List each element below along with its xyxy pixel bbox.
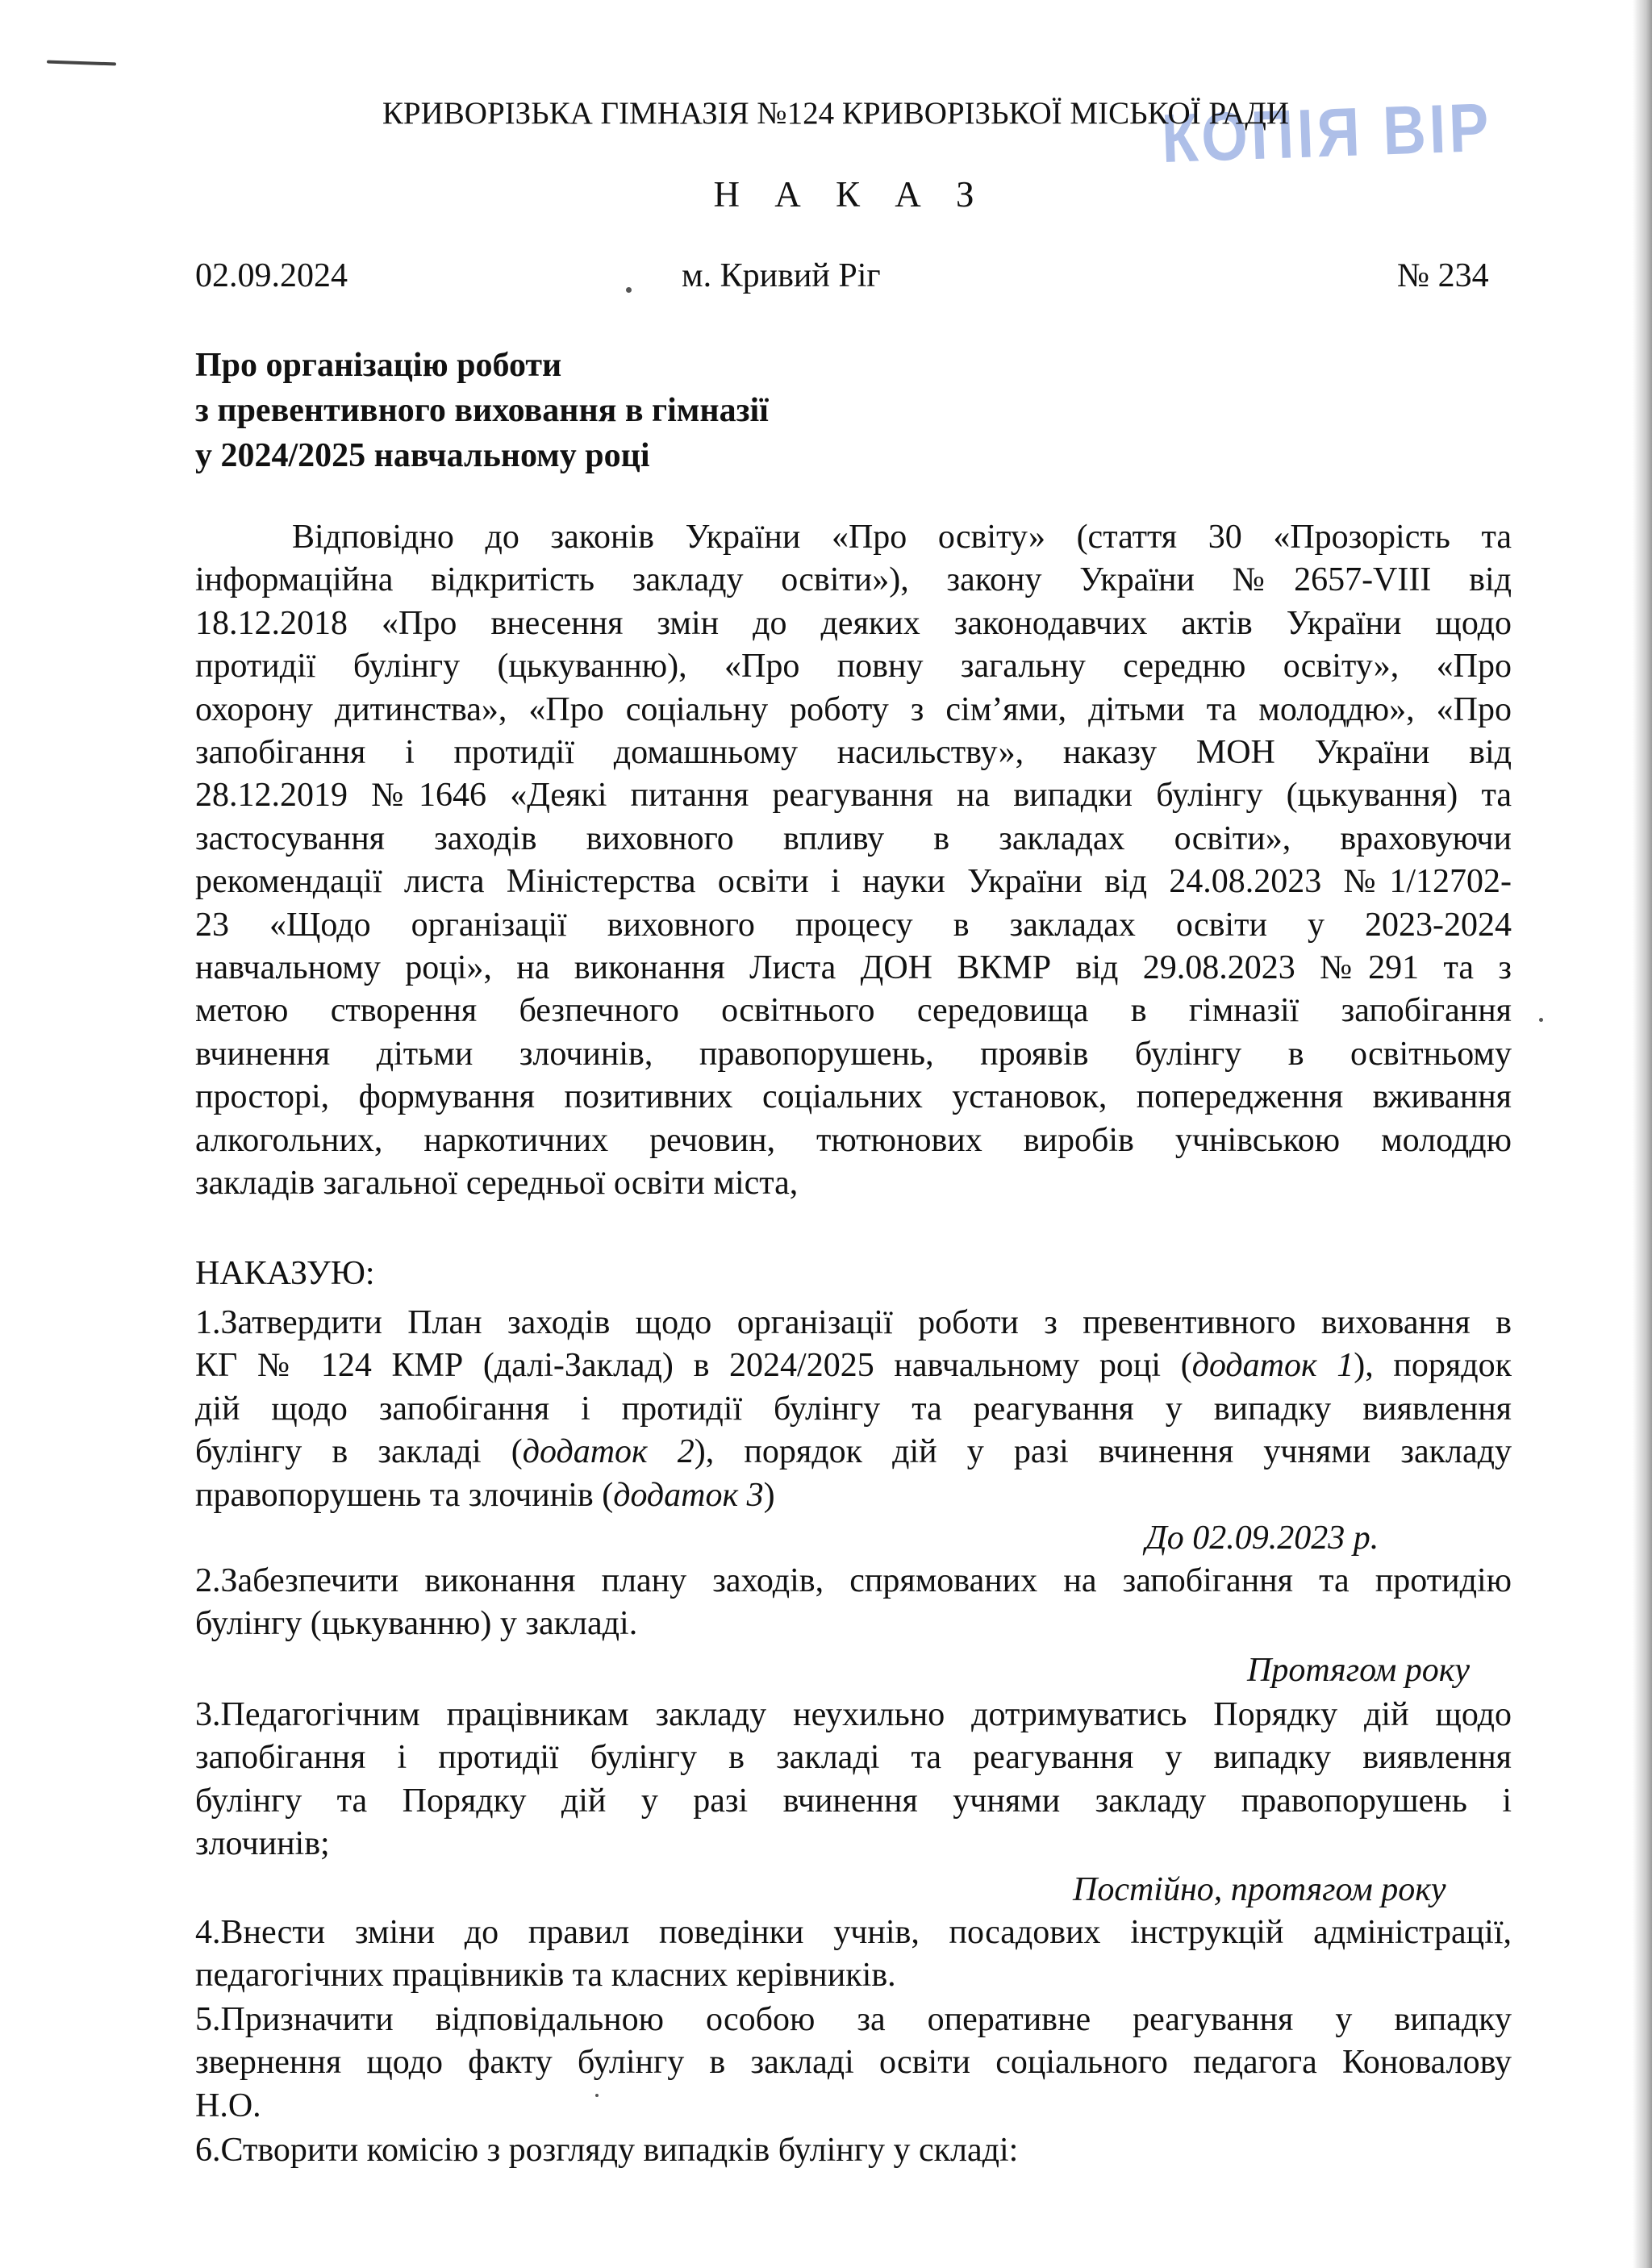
- preamble-line: рекомендації листа Міністерства освіти і науки України від 24.08.2023 №1/12702-: [195, 863, 1512, 901]
- order-item-2: [195, 1560, 1512, 1646]
- order-item-5: [195, 1999, 1512, 2128]
- item-line: звернення щодо факту булінгу в закладі освіти соціального педагога Коновалову: [195, 2044, 1512, 2082]
- scan-mark: [47, 60, 116, 66]
- order-subject: [195, 343, 769, 478]
- appendix-ref: додаток 2: [522, 1433, 695, 1471]
- item-line: педагогічних працівників та класних керівників.: [195, 1957, 896, 1995]
- item-line: злочинів;: [195, 1825, 330, 1863]
- institution-name: КРИВОРІЗЬКА ГІМНАЗІЯ №124 КРИВОРІЗЬКОЇ МІСЬКОЇ РАДИ: [382, 96, 1290, 131]
- order-date: 02.09.2024: [195, 257, 348, 294]
- item-line: 1.Затвердити План заходів щодо організації роботи з превентивного виховання в: [195, 1304, 1512, 1341]
- subject-line: у 2024/2025 навчальному році: [195, 437, 650, 474]
- scan-edge-shadow: [1633, 0, 1652, 2268]
- item-line: булінгу в закладі (додаток 2), порядок дій у разі вчинення учнями закладу: [195, 1433, 1512, 1471]
- item-line: булінгу та Порядку дій у разі вчинення учнями закладу правопорушень і: [195, 1782, 1512, 1820]
- preamble-line: просторі, формування позитивних соціальних установок, попередження вживання: [195, 1078, 1512, 1116]
- item-3-term: Постійно, протягом року: [1073, 1871, 1446, 1908]
- document-title: Н А К А З: [713, 174, 987, 215]
- order-number: № 234: [1397, 257, 1489, 294]
- subject-line: Про організацію роботи: [195, 347, 562, 384]
- item-1-term: До 02.09.2023 р.: [1145, 1520, 1379, 1557]
- item-line: Н.О.: [195, 2087, 261, 2124]
- appendix-ref: додаток 3: [613, 1476, 764, 1514]
- item-line: КГ № 124 КМР (далі-Заклад) в 2024/2025 навчальному році (додаток 1), порядок: [195, 1347, 1512, 1385]
- preamble-line: застосування заходів виховного впливу в закладах освіти», враховуючи: [195, 819, 1512, 857]
- preamble-line: 28.12.2019 №1646 «Деякі питання реагування на випадки булінгу (цькування) та: [195, 777, 1512, 815]
- preamble-line: 23 «Щодо організації виховного процесу в закладах освіти у 2023-2024: [195, 906, 1512, 944]
- preamble-line: Відповідно до законів України «Про освіту» (стаття 30 «Прозорість та: [292, 519, 1512, 556]
- preamble-line: протидії булінгу (цькуванню), «Про повну загальну середню освіту», «Про: [195, 648, 1512, 686]
- preamble-line: вчинення дітьми злочинів, правопорушень, проявів булінгу в освітньому: [195, 1035, 1512, 1073]
- order-item-4: [195, 1912, 1512, 1998]
- preamble-line: інформаційна відкритість закладу освіти»), закону України №2657-VIII від: [195, 561, 1512, 599]
- item-line: 4.Внести зміни до правил поведінки учнів, посадових інструкцій адміністрації,: [195, 1914, 1512, 1951]
- preamble-line: алкогольних, наркотичних речовин, тютюнових виробів учнівською молоддю: [195, 1121, 1512, 1159]
- order-item-1: [195, 1302, 1512, 1517]
- preamble: [195, 516, 1512, 1206]
- item-line: дій щодо запобігання і протидії булінгу та реагування у випадку виявлення: [195, 1390, 1512, 1428]
- scan-dot: [626, 287, 632, 293]
- scan-dot: [1539, 1018, 1543, 1022]
- order-item-6: [195, 2129, 1512, 2172]
- item-line: 6.Створити комісію з розгляду випадків булінгу у складі:: [195, 2132, 1019, 2169]
- institution-header: [0, 95, 1652, 131]
- preamble-line: закладів загальної середньої освіти міста,: [195, 1165, 799, 1203]
- subject-line: з превентивного виховання в гімназії: [195, 392, 769, 429]
- order-item-3: [195, 1694, 1512, 1866]
- item-2-term: Протягом року: [1247, 1652, 1471, 1689]
- preamble-line: 18.12.2018 «Про внесення змін до деяких законодавчих актів України щодо: [195, 604, 1512, 642]
- item-line: запобігання і протидії булінгу в закладі та реагування у випадку виявлення: [195, 1739, 1512, 1777]
- item-line: 3.Педагогічним працівникам закладу неухильно дотримуватись Порядку дій щодо: [195, 1696, 1512, 1733]
- preamble-line: навчальному році», на виконання Листа ДОН ВКМР від 29.08.2023 №291 та з: [195, 949, 1512, 987]
- item-line: булінгу (цькуванню) у закладі.: [195, 1605, 638, 1643]
- item-line: 5.Призначити відповідальною особою за оперативне реагування у випадку: [195, 2001, 1512, 2038]
- item-line: 2.Забезпечити виконання плану заходів, спрямованих на запобігання та протидію: [195, 1562, 1512, 1599]
- copy-stamp: КОПІЯ ВІР: [1160, 88, 1494, 177]
- preamble-line: запобігання і протидії домашньому насильству», наказу МОН України від: [195, 734, 1512, 772]
- item-line: правопорушень та злочинів (додаток 3): [195, 1476, 775, 1514]
- order-city: м. Кривий Ріг: [682, 257, 881, 294]
- preamble-line: метою створення безпечного освітнього середовища в гімназії запобігання: [195, 992, 1512, 1030]
- preamble-line: охорону дитинства», «Про соціальну роботу з сім’ями, дітьми та молоддю», «Про: [195, 690, 1512, 728]
- order-label: НАКАЗУЮ:: [195, 1255, 375, 1292]
- appendix-ref: додаток 1: [1191, 1347, 1354, 1385]
